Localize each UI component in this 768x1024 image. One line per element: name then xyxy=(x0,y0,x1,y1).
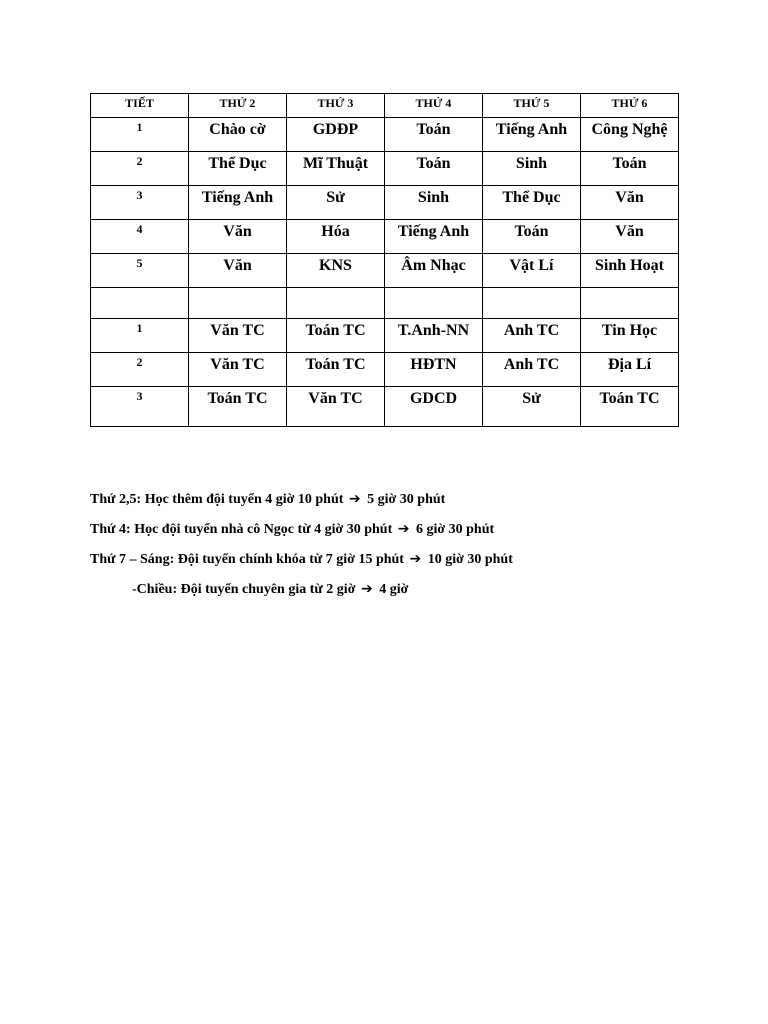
note-text: Thứ 4: Học đội tuyển nhà cô Ngọc từ 4 giờ 30 phút xyxy=(90,522,393,537)
subject-cell: Sử xyxy=(287,186,385,220)
note-text: 10 giờ 30 phút xyxy=(427,552,513,567)
subject-cell: Tin Học xyxy=(581,319,679,353)
table-row xyxy=(91,353,679,387)
subject-cell: Anh TC xyxy=(483,353,581,387)
subject-cell: HĐTN xyxy=(385,353,483,387)
table-row xyxy=(91,152,679,186)
right-arrow-icon: ➔ xyxy=(360,581,373,597)
subject-cell: Vật Lí xyxy=(483,254,581,288)
subject-cell: Sinh xyxy=(483,152,581,186)
empty-cell xyxy=(91,288,189,319)
subject-cell: Chào cờ xyxy=(189,118,287,152)
table-spacer-row xyxy=(91,288,679,319)
subject-cell: Hóa xyxy=(287,220,385,254)
period-cell: 2 xyxy=(91,152,189,186)
table-row xyxy=(91,254,679,288)
right-arrow-icon: ➔ xyxy=(409,551,422,567)
header-day: THỨ 6 xyxy=(581,94,679,118)
note-line xyxy=(90,488,690,518)
header-day: THỨ 2 xyxy=(189,94,287,118)
subject-cell: GDCD xyxy=(385,387,483,427)
subject-cell: GDĐP xyxy=(287,118,385,152)
table-row xyxy=(91,319,679,353)
subject-cell: Tiếng Anh xyxy=(385,220,483,254)
subject-cell: Văn TC xyxy=(189,353,287,387)
subject-cell: Tiếng Anh xyxy=(483,118,581,152)
note-text: 4 giờ xyxy=(379,582,409,597)
note-text: 5 giờ 30 phút xyxy=(367,492,446,507)
timetable xyxy=(90,93,679,427)
table-row xyxy=(91,220,679,254)
empty-cell xyxy=(189,288,287,319)
subject-cell: Sinh xyxy=(385,186,483,220)
header-day: THỨ 5 xyxy=(483,94,581,118)
subject-cell: Địa Lí xyxy=(581,353,679,387)
empty-cell xyxy=(581,288,679,319)
period-cell: 2 xyxy=(91,353,189,387)
table-row xyxy=(91,387,679,427)
subject-cell: Văn xyxy=(189,220,287,254)
subject-cell: Toán TC xyxy=(189,387,287,427)
right-arrow-icon: ➔ xyxy=(397,521,410,537)
empty-cell xyxy=(483,288,581,319)
note-text: -Chiều: Đội tuyển chuyên gia từ 2 giờ xyxy=(132,582,356,597)
period-cell: 3 xyxy=(91,387,189,427)
subject-cell: Toán xyxy=(483,220,581,254)
subject-cell: Sử xyxy=(483,387,581,427)
schedule-notes xyxy=(90,488,690,608)
empty-cell xyxy=(385,288,483,319)
subject-cell: Thể Dục xyxy=(189,152,287,186)
period-cell: 1 xyxy=(91,118,189,152)
subject-cell: Anh TC xyxy=(483,319,581,353)
note-text: Thứ 7 – Sáng: Đội tuyển chính khóa từ 7 giờ 15 phút xyxy=(90,552,404,567)
subject-cell: Văn xyxy=(581,186,679,220)
period-cell: 3 xyxy=(91,186,189,220)
subject-cell: Văn xyxy=(581,220,679,254)
subject-cell: Sinh Hoạt xyxy=(581,254,679,288)
table-row xyxy=(91,118,679,152)
subject-cell: T.Anh-NN xyxy=(385,319,483,353)
period-cell: 4 xyxy=(91,220,189,254)
subject-cell: Âm Nhạc xyxy=(385,254,483,288)
table-row xyxy=(91,186,679,220)
header-period: TIẾT xyxy=(91,94,189,118)
subject-cell: Văn TC xyxy=(189,319,287,353)
period-cell: 5 xyxy=(91,254,189,288)
subject-cell: Toán TC xyxy=(581,387,679,427)
subject-cell: Toán xyxy=(385,152,483,186)
note-line xyxy=(90,548,690,578)
note-line xyxy=(90,518,690,548)
note-line xyxy=(90,578,690,608)
period-cell: 1 xyxy=(91,319,189,353)
subject-cell: Toán xyxy=(385,118,483,152)
header-day: THỨ 4 xyxy=(385,94,483,118)
subject-cell: Thể Dục xyxy=(483,186,581,220)
subject-cell: Toán TC xyxy=(287,319,385,353)
subject-cell: Văn TC xyxy=(287,387,385,427)
subject-cell: Toán TC xyxy=(287,353,385,387)
timetable-header-row xyxy=(91,94,679,118)
subject-cell: Văn xyxy=(189,254,287,288)
subject-cell: Công Nghệ xyxy=(581,118,679,152)
note-text: 6 giờ 30 phút xyxy=(416,522,495,537)
subject-cell: KNS xyxy=(287,254,385,288)
right-arrow-icon: ➔ xyxy=(348,491,361,507)
subject-cell: Tiếng Anh xyxy=(189,186,287,220)
subject-cell: Mĩ Thuật xyxy=(287,152,385,186)
note-text: Thứ 2,5: Học thêm đội tuyển 4 giờ 10 phút xyxy=(90,492,344,507)
subject-cell: Toán xyxy=(581,152,679,186)
header-day: THỨ 3 xyxy=(287,94,385,118)
empty-cell xyxy=(287,288,385,319)
